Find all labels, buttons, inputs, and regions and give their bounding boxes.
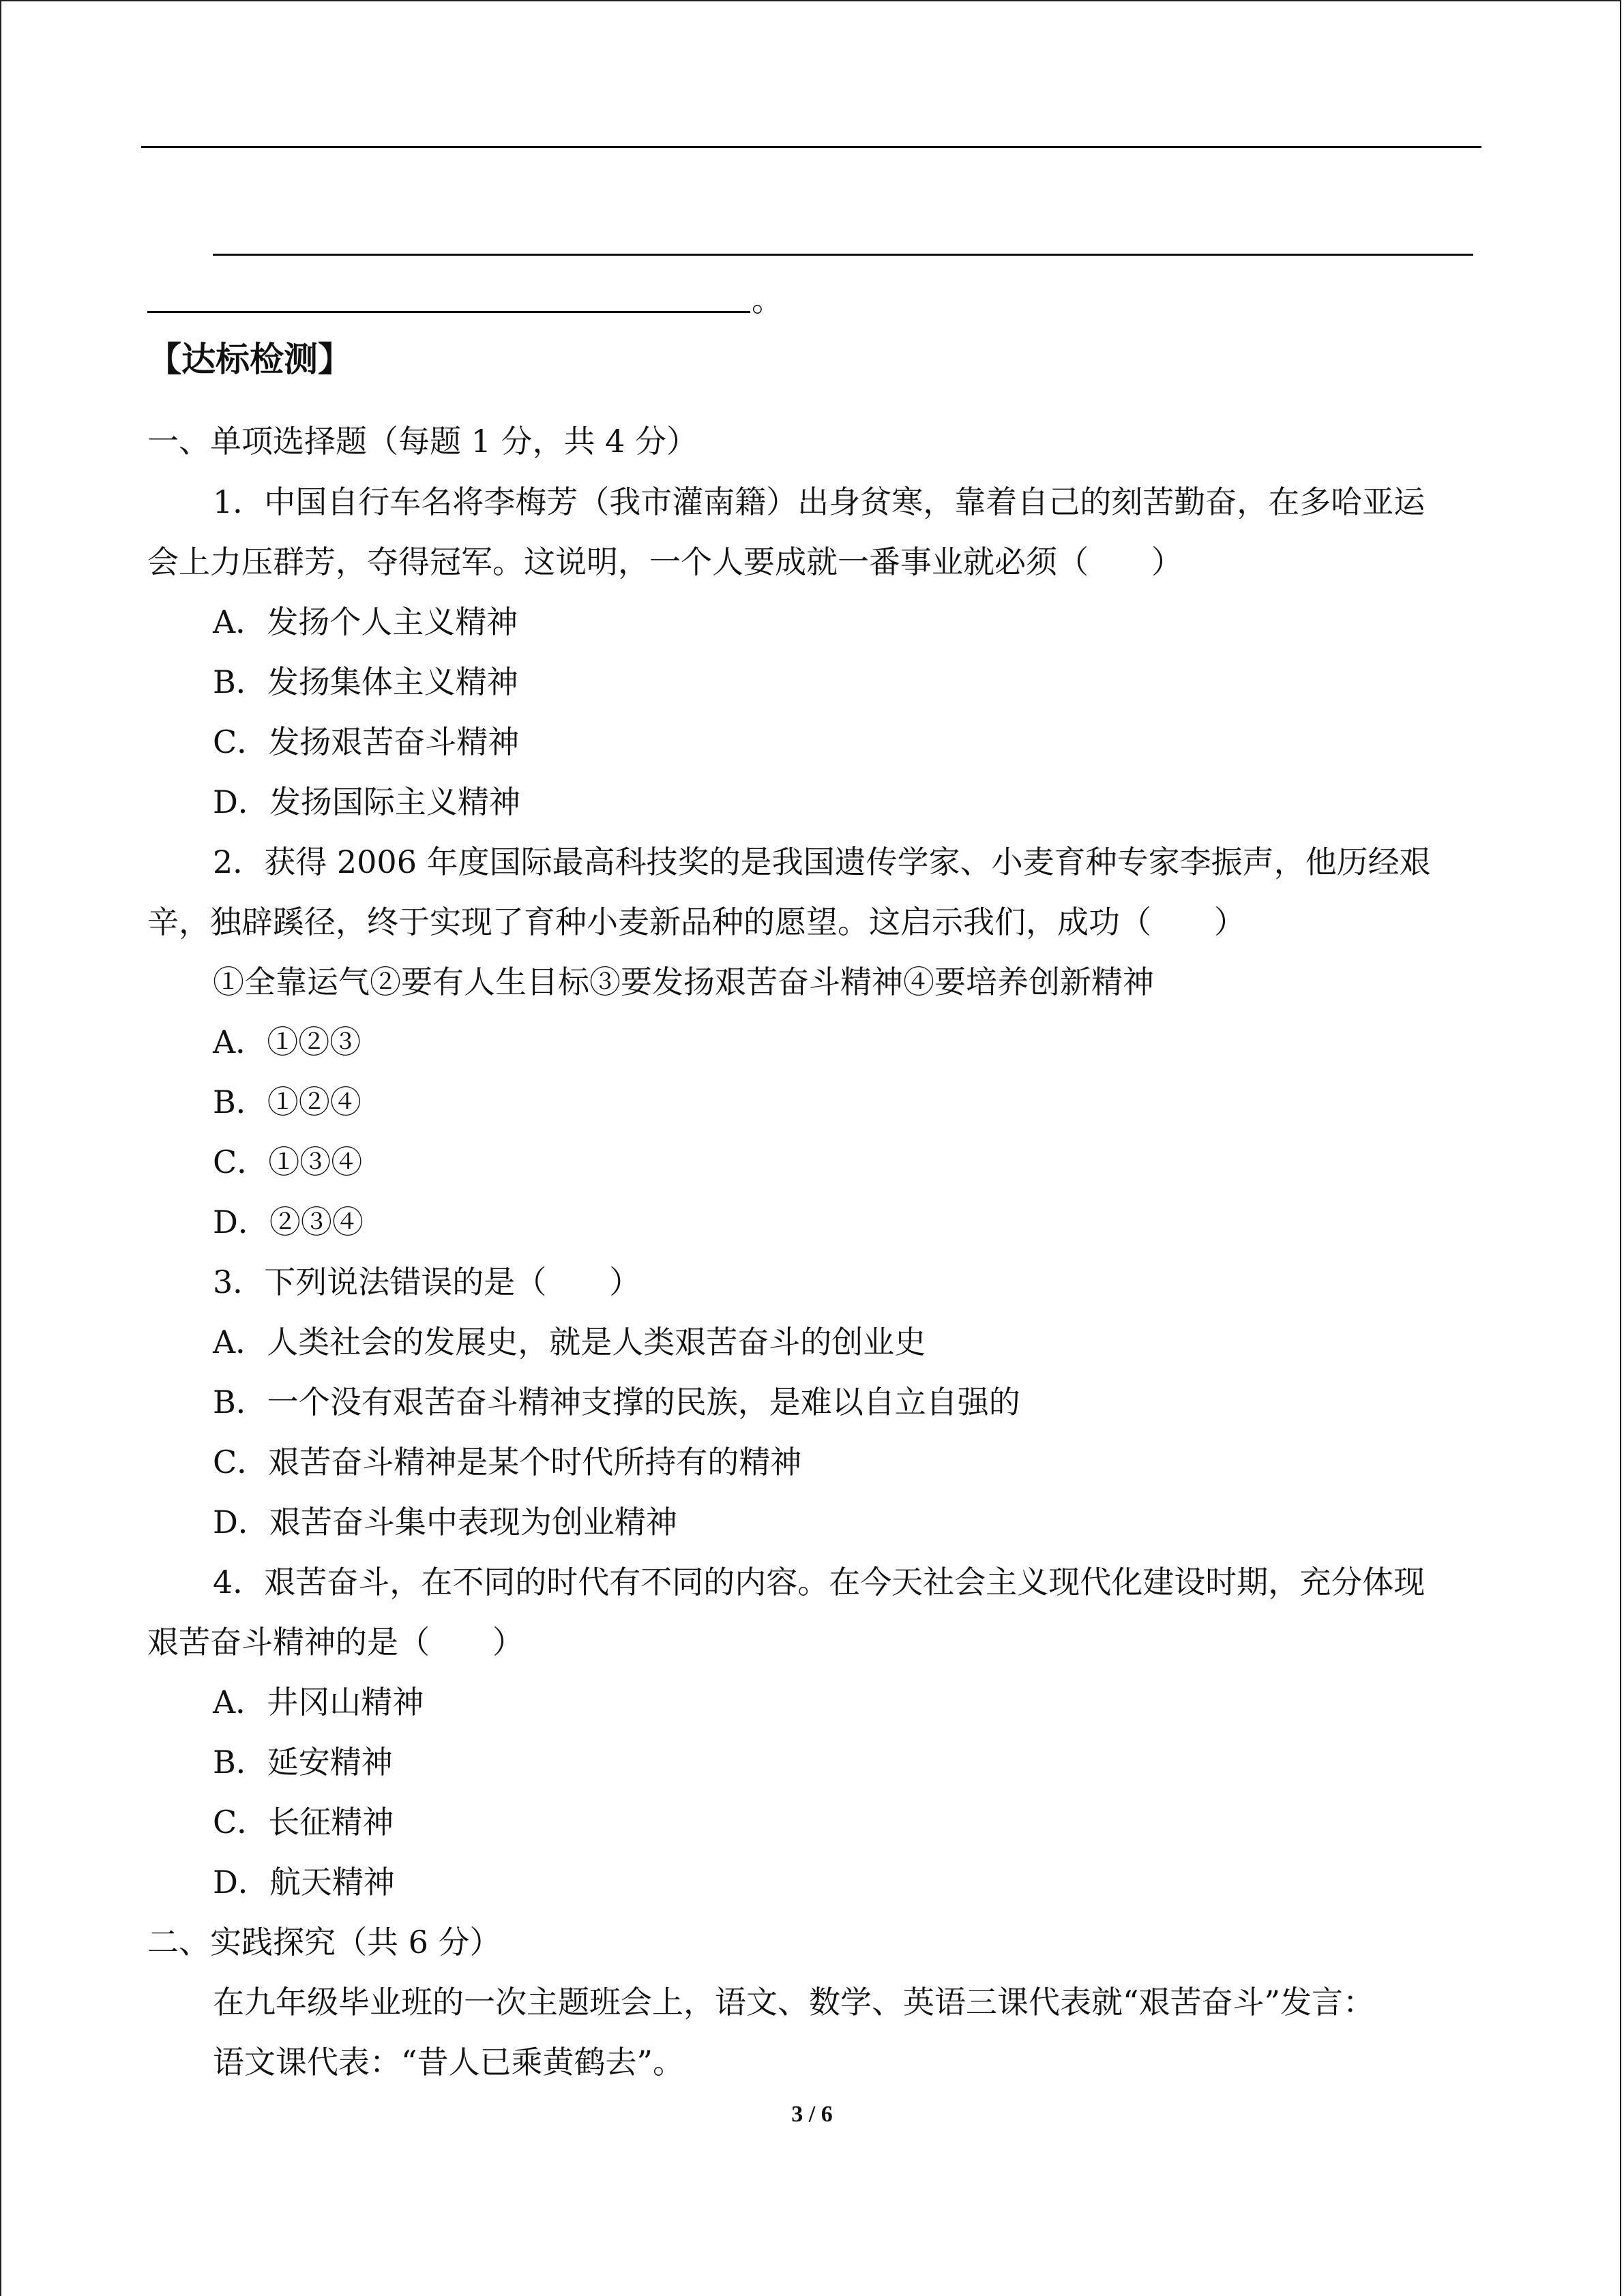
- question-2-stem-line-1: 2．获得 2006 年度国际最高科技奖的是我国遗传学家、小麦育种专家李振声，他历经艰: [213, 844, 1431, 880]
- answer-line: [141, 146, 1481, 148]
- question-2-option-d: D．②③④: [213, 1204, 364, 1240]
- question-3-option-b: B．一个没有艰苦奋斗精神支撑的民族，是难以自立自强的: [213, 1384, 1020, 1420]
- question-4-option-c: C．长征精神: [213, 1804, 394, 1840]
- question-4-option-d: D．航天精神: [213, 1864, 395, 1900]
- question-2-statements: ①全靠运气②要有人生目标③要发扬艰苦奋斗精神④要培养创新精神: [213, 964, 1154, 1000]
- question-4-option-a: A．井冈山精神: [213, 1684, 424, 1720]
- part2-intro: 在九年级毕业班的一次主题班会上，语文、数学、英语三课代表就“艰苦奋斗”发言：: [213, 1984, 1375, 2021]
- question-1-option-d: D．发扬国际主义精神: [213, 784, 520, 820]
- section-heading: 【达标检测】: [147, 339, 352, 379]
- question-4-stem-line-1: 4．艰苦奋斗，在不同的时代有不同的内容。在今天社会主义现代化建设时期，充分体现: [213, 1564, 1426, 1600]
- question-2-option-c: C．①③④: [213, 1144, 363, 1180]
- question-3-option-d: D．艰苦奋斗集中表现为创业精神: [213, 1504, 677, 1540]
- page-number: 3 / 6: [791, 2102, 833, 2127]
- question-2-option-a: A．①②③: [213, 1024, 361, 1060]
- question-1-option-b: B．发扬集体主义精神: [213, 664, 518, 700]
- question-3-stem: 3．下列说法错误的是（ ）: [213, 1264, 641, 1300]
- answer-line-end-mark: 。: [752, 282, 783, 318]
- part2-chinese-rep-quote: 语文课代表：“昔人已乘黄鹤去”。: [213, 2044, 685, 2081]
- question-1-stem-line-2: 会上力压群芳，夺得冠军。这说明，一个人要成就一番事业就必须（ ）: [147, 543, 1183, 580]
- question-2-option-b: B．①②④: [213, 1084, 361, 1120]
- question-2-stem-line-2: 辛，独辟蹊径，终于实现了育种小麦新品种的愿望。这启示我们，成功（ ）: [147, 904, 1245, 940]
- question-1-option-a: A．发扬个人主义精神: [213, 603, 518, 640]
- question-3-option-c: C．艰苦奋斗精神是某个时代所持有的精神: [213, 1444, 802, 1480]
- question-1-stem-line-1: 1．中国自行车名将李梅芳（我市灌南籍）出身贫寒，靠着自己的刻苦勤奋，在多哈亚运: [213, 483, 1426, 520]
- question-4-stem-line-2: 艰苦奋斗精神的是（ ）: [147, 1624, 524, 1660]
- answer-line: [213, 254, 1473, 256]
- part2-title: 二、实践探究（共 6 分）: [147, 1924, 501, 1960]
- answer-line: [147, 311, 750, 313]
- part1-title: 一、单项选择题（每题 1 分，共 4 分）: [147, 423, 698, 460]
- question-1-option-c: C．发扬艰苦奋斗精神: [213, 724, 520, 760]
- question-4-option-b: B．延安精神: [213, 1744, 393, 1780]
- question-3-option-a: A．人类社会的发展史，就是人类艰苦奋斗的创业史: [213, 1324, 926, 1360]
